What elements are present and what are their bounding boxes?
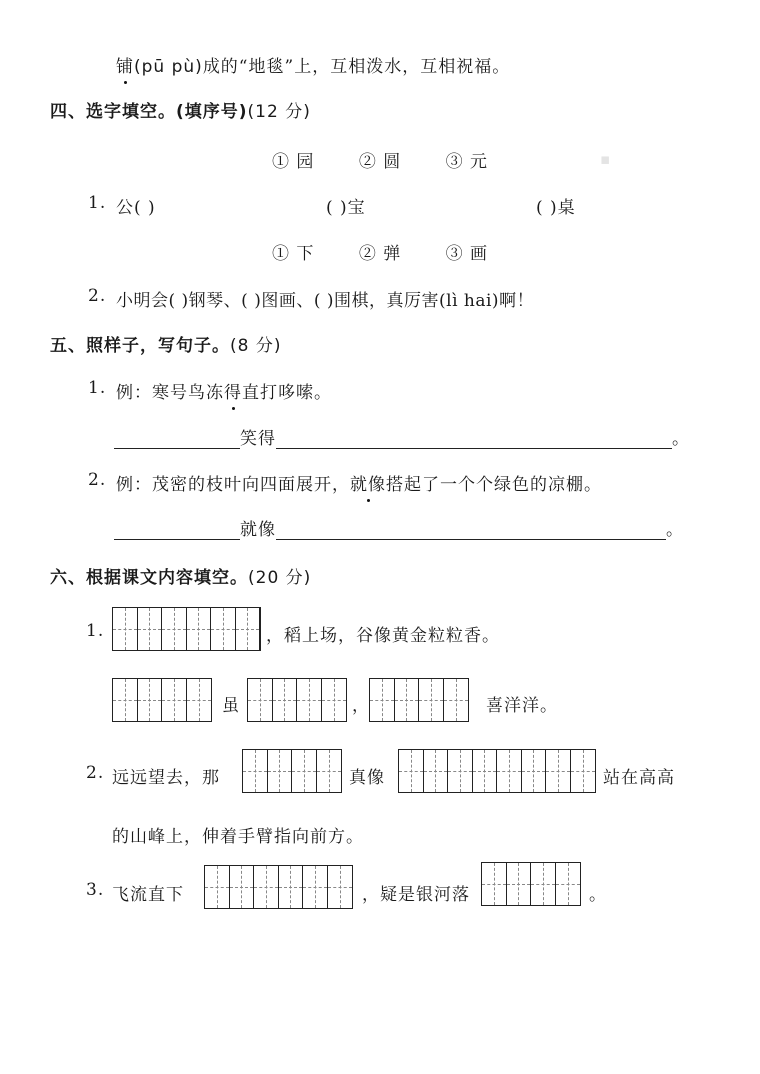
section-4-heading bbox=[50, 97, 311, 122]
dotted-word: 得 bbox=[224, 378, 242, 403]
section-6-heading bbox=[50, 563, 311, 588]
choice-2: ② 圆 bbox=[358, 152, 402, 172]
s6-q1-comma: ， bbox=[352, 696, 370, 716]
top-line-rest: 成的“地毯”上，互相泼水，互相祝福。 bbox=[202, 57, 511, 77]
dotted-word: 就像 bbox=[350, 470, 386, 495]
s4-q1-blank-c[interactable]: ( )桌 bbox=[536, 198, 576, 218]
pinyin-choice: (pū pù) bbox=[134, 57, 203, 77]
period: 。 bbox=[672, 429, 690, 449]
s5-q1-num: 1. bbox=[88, 378, 107, 398]
top-line bbox=[116, 52, 510, 77]
section-6-title: 六、根据课文内容填空。 bbox=[50, 568, 248, 588]
example-text-end: 搭起了一个个绿色的凉棚。 bbox=[386, 475, 602, 495]
s6-q1-num: 1. bbox=[86, 621, 105, 641]
section-5-points: (8 分) bbox=[230, 336, 282, 356]
s5-q2-num: 2. bbox=[88, 470, 107, 490]
answer-blank-predicate[interactable] bbox=[276, 430, 672, 449]
bleed-through-mark: ▪ bbox=[600, 150, 611, 168]
s4-q1-num: 1. bbox=[88, 193, 107, 213]
s6-q2-line2: 的山峰上，伸着手臂指向前方。 bbox=[112, 827, 364, 847]
choice-3: ③ 画 bbox=[445, 244, 489, 264]
choice-1: ① 园 bbox=[272, 152, 315, 172]
s4-q1-blank-b[interactable]: ( )宝 bbox=[326, 198, 366, 218]
s6-q2-pre: 远远望去，那 bbox=[112, 768, 220, 788]
section-5-title: 五、照样子，写句子。 bbox=[50, 336, 230, 356]
section-4-title: 四、选字填空。(填序号) bbox=[50, 102, 248, 122]
answer-blank-subject[interactable] bbox=[114, 521, 240, 540]
s6-q1-sui: 虽 bbox=[222, 696, 240, 716]
choice-2: ② 弹 bbox=[358, 244, 402, 264]
s4-q2-num: 2. bbox=[88, 286, 107, 306]
s6-q3-pre: 飞流直下 bbox=[112, 885, 184, 905]
char-grid-2[interactable] bbox=[369, 678, 469, 722]
s6-q1-line1: ，稻上场，谷像黄金粒粒香。 bbox=[266, 626, 500, 646]
example-text-end: 直打哆嗦。 bbox=[242, 383, 332, 403]
answer-blank-predicate[interactable] bbox=[276, 521, 666, 540]
example-text: 例：茂密的枝叶向四面展开， bbox=[116, 475, 350, 495]
char-grid-3[interactable] bbox=[204, 865, 353, 909]
s6-q3-num: 3. bbox=[86, 880, 105, 900]
char-grid-2[interactable] bbox=[247, 678, 347, 722]
s5-q2-example bbox=[116, 470, 602, 495]
section-6-points: (20 分) bbox=[248, 568, 312, 588]
s6-q2-post: 站在高高 bbox=[603, 768, 675, 788]
char-grid-2[interactable] bbox=[112, 678, 212, 722]
choice-3: ③ 元 bbox=[445, 152, 489, 172]
char-grid-2[interactable] bbox=[481, 862, 581, 906]
s6-q1-end: 喜洋洋。 bbox=[486, 696, 558, 716]
s6-q2-num: 2. bbox=[86, 763, 105, 783]
s6-q2-mid: 真像 bbox=[349, 768, 385, 788]
s5-q1-example bbox=[116, 378, 332, 403]
char-grid-4[interactable] bbox=[398, 749, 596, 793]
char-grid-2[interactable] bbox=[242, 749, 342, 793]
s4-q2-text[interactable]: 小明会( )钢琴、( )图画、( )围棋，真厉害(lì hai)啊！ bbox=[116, 291, 535, 311]
s5-q1-answer-line bbox=[114, 424, 690, 449]
char-grid-4[interactable] bbox=[112, 607, 261, 651]
dotted-char: 铺 bbox=[116, 52, 134, 77]
choices-row-1 bbox=[272, 147, 488, 172]
s6-q3-end: 。 bbox=[589, 885, 607, 905]
answer-blank-subject[interactable] bbox=[114, 430, 240, 449]
fill-word: 就像 bbox=[240, 520, 276, 540]
choice-1: ① 下 bbox=[272, 244, 315, 264]
section-5-heading bbox=[50, 331, 281, 356]
s4-q1-blank-a[interactable]: 公( ) bbox=[116, 198, 156, 218]
fill-word: 笑得 bbox=[240, 429, 276, 449]
example-text: 例：寒号鸟冻 bbox=[116, 383, 224, 403]
choices-row-2 bbox=[272, 239, 488, 264]
s5-q2-answer-line bbox=[114, 515, 684, 540]
period: 。 bbox=[666, 520, 684, 540]
section-4-points: (12 分) bbox=[247, 102, 311, 122]
s6-q3-mid: ，疑是银河落 bbox=[362, 885, 470, 905]
